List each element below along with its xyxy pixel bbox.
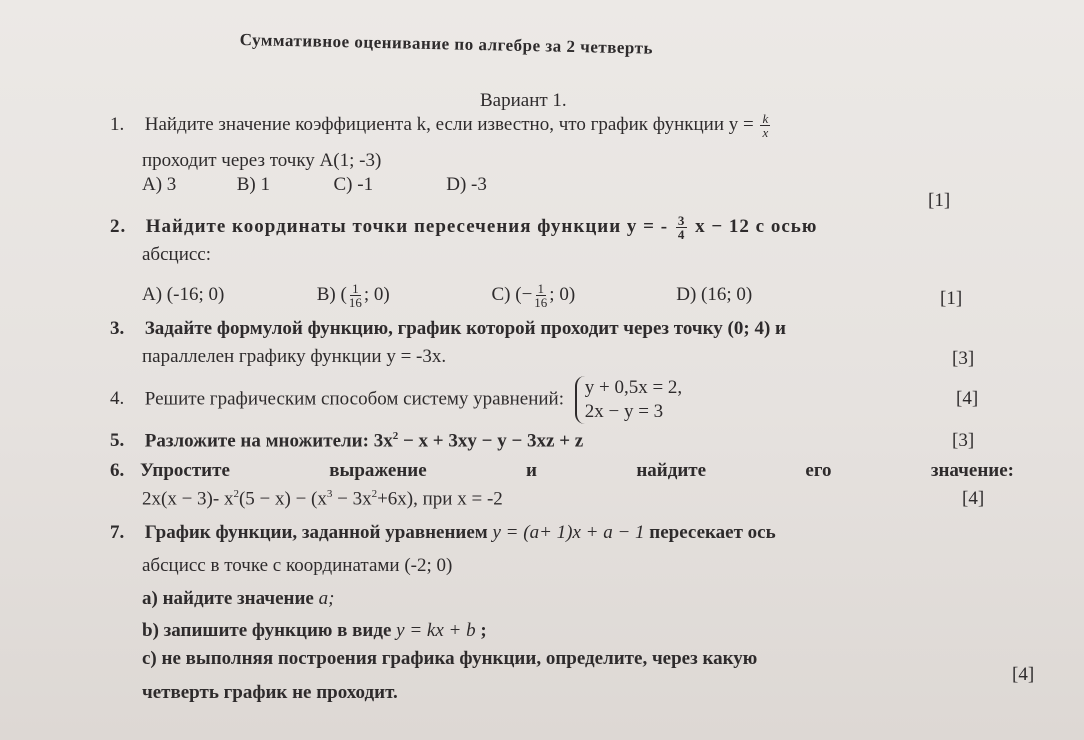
question-text: Разложите на множители: 3x (144, 430, 393, 452)
question-number: 6. (110, 460, 125, 481)
option-c-suffix: ; 0) (549, 283, 576, 305)
word-1: Упростите (140, 460, 230, 481)
fraction-denominator: 16 (534, 295, 548, 310)
expression-part: 2x(x − 3)- x (142, 488, 234, 510)
option-b: B) 1 (236, 174, 270, 195)
expression-part: (5 − x) − (x (238, 488, 327, 510)
fraction-numerator: 3 (677, 213, 686, 228)
exponent: 2 (371, 488, 378, 500)
variant-label: Вариант 1. (480, 90, 567, 111)
option-a: A) 3 (142, 174, 177, 195)
option-a: A) (-16; 0) (142, 283, 225, 305)
question-text-continued: пересекает ось (649, 522, 776, 543)
option-d: D) (16; 0) (676, 283, 753, 305)
question-number: 1. (110, 113, 125, 135)
option-b (317, 282, 487, 309)
question-5 (110, 430, 583, 452)
score-badge: [3] (952, 430, 975, 451)
score-badge: [4] (962, 488, 985, 509)
expression-part: − 3x (332, 488, 372, 510)
equation-2: 2x − y = 3 (584, 401, 664, 422)
word-2: выражение (329, 460, 427, 481)
question-2-options (142, 282, 752, 309)
question-7-line-2: абсцисс в точке с координатами (-2; 0) (142, 555, 453, 576)
exponent: 2 (233, 488, 239, 500)
score-badge: [4] (1012, 664, 1035, 685)
page-title: Суммативное оценивание по алгебре за 2 четверть (239, 30, 654, 58)
question-text: Задайте формулой функцию, график которой проходит через точку (0; 4) и (144, 318, 786, 339)
score-badge: [3] (952, 348, 975, 369)
variable: a; (318, 588, 335, 609)
question-1-options (142, 174, 487, 196)
fraction-denominator: 4 (677, 227, 686, 242)
question-text: Найдите координаты точки пересечения функции y = - (145, 215, 669, 237)
question-7-part-a (142, 588, 334, 610)
word-6: значение: (930, 460, 1014, 481)
question-7-part-c: c) не выполняя построения графика функции, определите, через какую (142, 648, 758, 669)
fraction (676, 214, 688, 241)
equation: y = kx + b (396, 620, 476, 641)
question-number-and-word (110, 460, 230, 482)
question-number: 7. (110, 522, 125, 543)
word-4: найдите (636, 460, 707, 481)
part-suffix: ; (480, 620, 487, 641)
question-2 (110, 214, 817, 241)
question-number: 4. (110, 388, 125, 410)
question-7 (110, 522, 776, 544)
question-4 (110, 376, 682, 424)
equation-1: y + 0,5x = 2, (584, 377, 683, 398)
score-badge: [1] (940, 288, 963, 309)
question-text: Найдите значение коэффициента k, если известно, что график функции y = (144, 113, 754, 135)
option-b-prefix: B) ( (316, 283, 347, 305)
fraction-numerator: 1 (537, 281, 545, 296)
exponent: 3 (326, 488, 333, 500)
question-1-line-2: проходит через точку A(1; -3) (142, 150, 382, 171)
question-1 (110, 112, 772, 139)
fraction-numerator: 1 (352, 281, 359, 296)
expression-part: +6x), при x = -2 (377, 488, 503, 510)
fraction (534, 282, 547, 309)
exponent: 2 (392, 430, 399, 442)
fraction-denominator: 16 (348, 295, 362, 310)
option-c-prefix: C) (− (491, 283, 533, 305)
question-number: 2. (110, 215, 127, 237)
question-2-line-2: абсцисс: (142, 244, 212, 265)
fraction (760, 112, 770, 139)
question-number: 5. (110, 430, 125, 452)
option-d: D) -3 (446, 174, 487, 195)
question-7-part-b (142, 620, 487, 642)
question-text: График функции, заданной уравнением (144, 522, 488, 543)
score-badge: [4] (956, 388, 979, 409)
question-6-expression (142, 488, 503, 510)
part-text: a) найдите значение (142, 588, 314, 609)
question-text-continued: x − 12 с осью (695, 215, 818, 237)
option-c (492, 282, 672, 309)
word-3: и (526, 460, 537, 481)
part-text: b) запишите функцию в виде (142, 620, 392, 641)
question-text: Решите графическим способом систему уравнений: (144, 388, 564, 410)
question-6 (110, 460, 1014, 482)
option-b-suffix: ; 0) (363, 283, 390, 305)
score-badge: [1] (928, 190, 951, 211)
equation-system (575, 376, 682, 424)
fraction-numerator: k (762, 111, 769, 126)
fraction-denominator: x (762, 125, 769, 140)
word-5: его (805, 460, 832, 481)
question-number: 3. (110, 318, 125, 339)
question-3 (110, 318, 786, 340)
question-7-part-c-line-2: четверть график не проходит. (142, 682, 398, 703)
equation: y = (a+ 1)x + a − 1 (492, 522, 645, 543)
question-text-continued: − x + 3xy − y − 3xz + z (398, 430, 584, 452)
fraction (349, 282, 362, 309)
question-3-line-2: параллелен графику функции y = -3x. (142, 346, 447, 367)
option-c: C) -1 (333, 174, 374, 195)
